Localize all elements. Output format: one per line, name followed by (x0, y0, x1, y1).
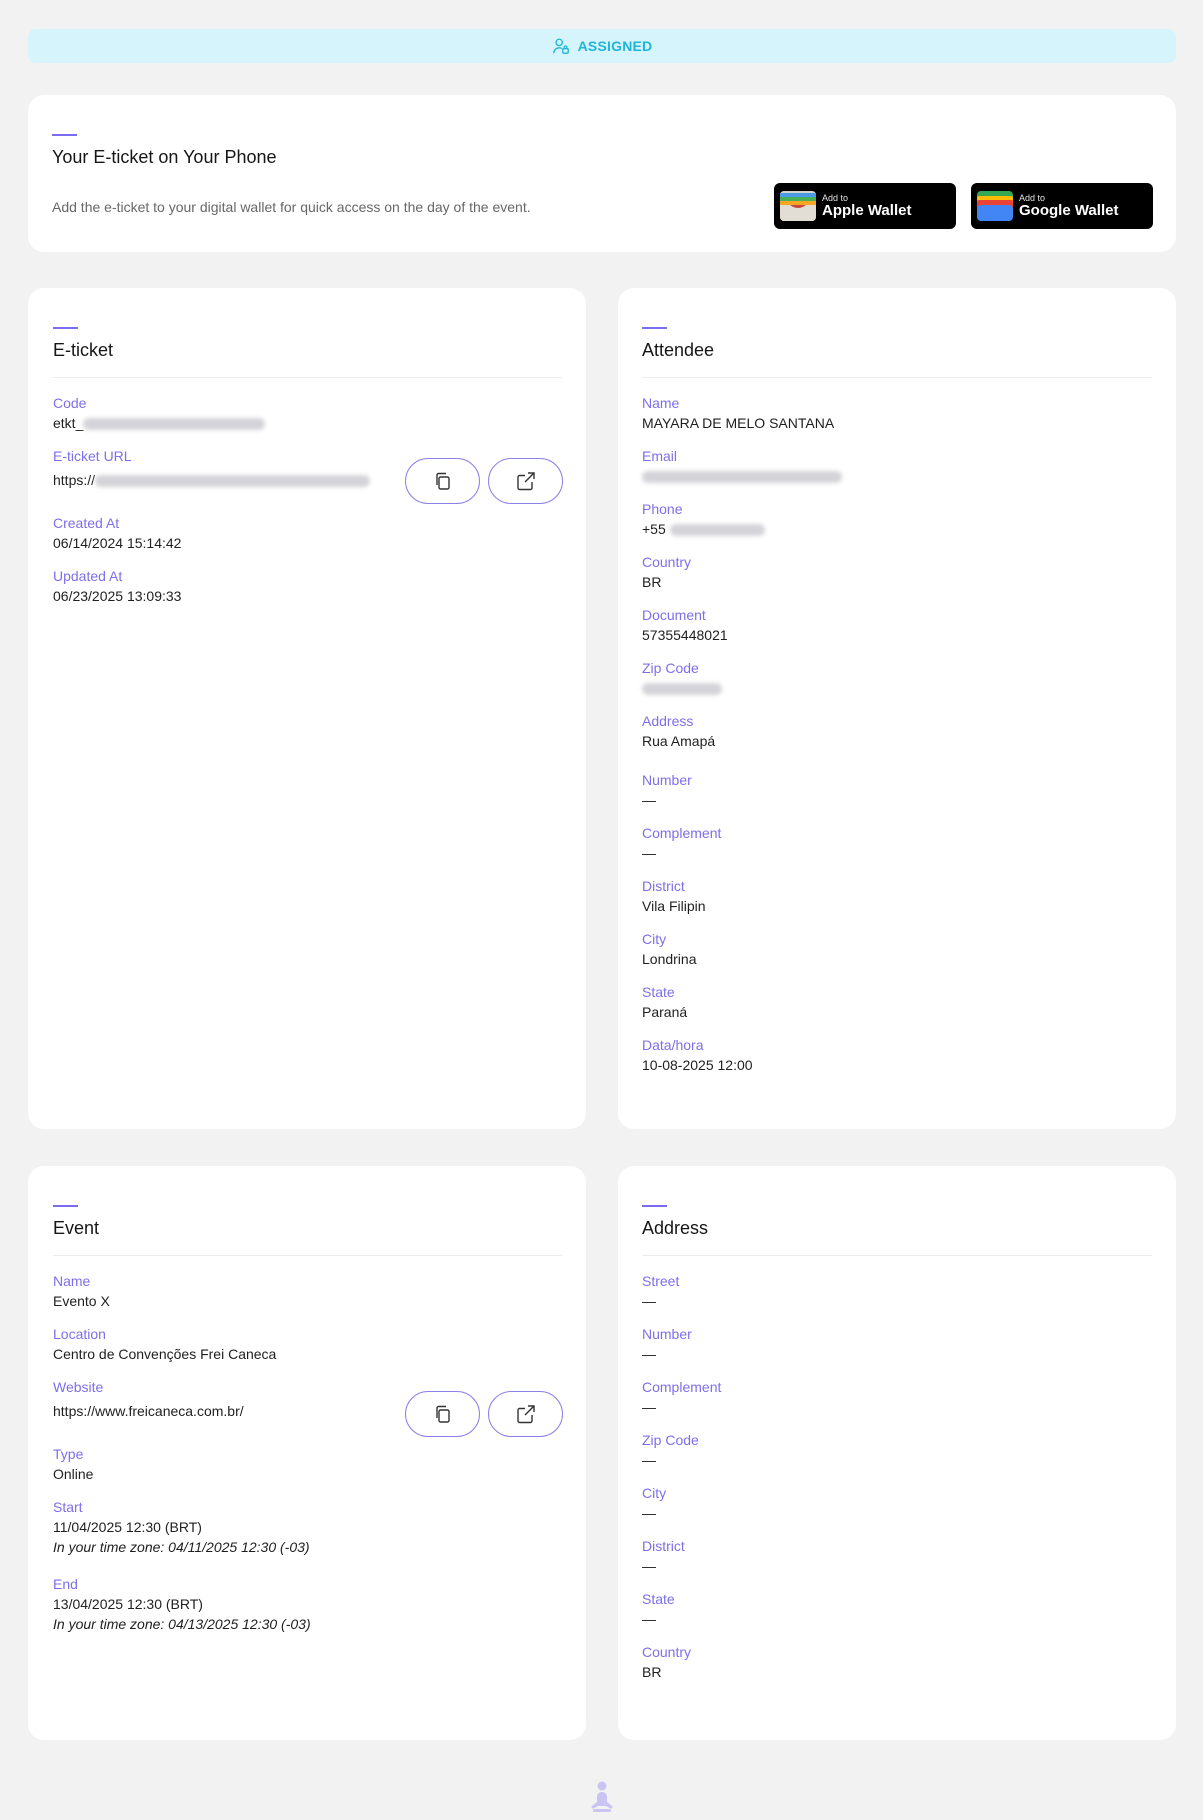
url-actions (405, 458, 563, 504)
field-value: MAYARA DE MELO SANTANA (642, 415, 835, 431)
event-card (28, 1166, 586, 1740)
field-value: BR (642, 574, 662, 590)
attendee-field (642, 983, 1152, 1022)
address-card (618, 1166, 1176, 1740)
divider (642, 377, 1152, 378)
field-value: Evento X (53, 1293, 110, 1309)
field-label: City (642, 931, 667, 947)
field-value: — (642, 845, 656, 861)
attendee-field (642, 394, 1152, 433)
field-value (642, 678, 1152, 698)
created-field (53, 514, 562, 553)
address-field (642, 1537, 1152, 1576)
field-value: 10-08-2025 12:00 (642, 1057, 753, 1073)
address-field (642, 1325, 1152, 1364)
url-label: E-ticket URL (53, 448, 132, 464)
field-value: — (642, 1346, 656, 1362)
wallet-title: Your E-ticket on Your Phone (52, 147, 277, 167)
field-label: Complement (642, 1379, 722, 1395)
field-label: Zip Code (642, 1432, 699, 1448)
redacted-email (642, 471, 842, 483)
field-value: Londrina (642, 951, 697, 967)
field-label: State (642, 984, 675, 1000)
field-label: Location (53, 1326, 106, 1342)
address-field (642, 1272, 1152, 1311)
field-value: — (642, 1505, 656, 1521)
attendee-field (642, 500, 1152, 539)
redacted-zip (642, 683, 722, 695)
timezone-note: In your time zone: 04/13/2025 12:30 (-03) (53, 1616, 311, 1632)
field-label: Country (642, 1644, 692, 1660)
field-value: 13/04/2025 12:30 (BRT) (53, 1596, 203, 1612)
divider (53, 1255, 562, 1256)
accent-line (52, 134, 77, 136)
field-label: Complement (642, 825, 722, 841)
field-value: Online (53, 1466, 94, 1482)
field-label: Name (642, 395, 680, 411)
attendee-field (642, 659, 1152, 698)
attendee-field (642, 606, 1152, 645)
field-value: 11/04/2025 12:30 (BRT) (53, 1519, 202, 1535)
field-label: Phone (642, 501, 683, 517)
updated-field (53, 567, 562, 606)
open-website-button[interactable] (488, 1391, 563, 1437)
attendee-field (642, 930, 1152, 969)
attendee-field (642, 824, 1152, 863)
eticket-title: E-ticket (53, 340, 114, 360)
apple-wallet-small: Add to (822, 193, 849, 203)
status-label: ASSIGNED (577, 38, 653, 54)
field-label: Country (642, 554, 692, 570)
google-wallet-label: Google Wallet (1019, 202, 1119, 219)
event-start-field (53, 1498, 562, 1557)
code-prefix: etkt_ (53, 415, 84, 431)
field-value (642, 519, 1152, 539)
attendee-field (642, 877, 1152, 916)
apple-wallet-button[interactable] (774, 183, 956, 229)
field-value: 57355448021 (642, 627, 728, 643)
status-badge (28, 29, 1176, 63)
field-value: — (642, 792, 656, 808)
updated-value: 06/23/2025 13:09:33 (53, 588, 182, 604)
field-label: City (642, 1485, 667, 1501)
attendee-field (642, 553, 1152, 592)
eticket-card (28, 288, 586, 1129)
apple-wallet-label: Apple Wallet (822, 202, 912, 219)
field-label: Document (642, 607, 706, 623)
event-name-field (53, 1272, 562, 1311)
code-label: Code (53, 395, 87, 411)
google-wallet-icon (977, 191, 1013, 221)
field-value (642, 466, 1152, 486)
field-value: — (642, 1611, 656, 1627)
address-title: Address (642, 1218, 709, 1238)
google-wallet-small: Add to (1019, 193, 1046, 203)
redacted-code (83, 418, 265, 430)
external-link-icon (515, 470, 537, 492)
website-actions (405, 1391, 563, 1437)
apple-wallet-icon (780, 191, 816, 221)
phone-prefix: +55 (642, 521, 666, 537)
field-label: Street (642, 1273, 680, 1289)
footer-logo (590, 1780, 614, 1814)
field-label: Data/hora (642, 1037, 704, 1053)
attendee-field (642, 771, 1152, 810)
address-field (642, 1590, 1152, 1629)
user-lock-icon (552, 37, 570, 55)
copy-icon (433, 1404, 453, 1424)
field-value: BR (642, 1664, 662, 1680)
redacted-url (95, 475, 370, 487)
field-label: District (642, 878, 685, 894)
accent-line (642, 1205, 667, 1207)
wallet-description: Add the e-ticket to your digital wallet for quick access on the day of the event. (52, 199, 531, 215)
accent-line (642, 327, 667, 329)
external-link-icon (515, 1403, 537, 1425)
meditation-logo-icon (590, 1780, 614, 1814)
accent-line (53, 327, 78, 329)
copy-website-button[interactable] (405, 1391, 480, 1437)
copy-icon (433, 471, 453, 491)
redacted-phone (670, 524, 765, 536)
field-value: Vila Filipin (642, 898, 706, 914)
event-title: Event (53, 1218, 100, 1238)
field-label: Website (53, 1379, 104, 1395)
created-value: 06/14/2024 15:14:42 (53, 535, 182, 551)
field-label: End (53, 1576, 78, 1592)
field-value: — (642, 1452, 656, 1468)
field-label: Number (642, 1326, 692, 1342)
created-label: Created At (53, 515, 120, 531)
attendee-card (618, 288, 1176, 1129)
open-url-button[interactable] (488, 458, 563, 504)
timezone-note: In your time zone: 04/11/2025 12:30 (-03) (53, 1539, 310, 1555)
google-wallet-button[interactable] (971, 183, 1153, 229)
field-label: Zip Code (642, 660, 699, 676)
field-value: — (642, 1558, 656, 1574)
copy-url-button[interactable] (405, 458, 480, 504)
url-prefix: https:// (53, 472, 96, 488)
attendee-field (642, 712, 1152, 751)
address-field (642, 1484, 1152, 1523)
divider (53, 377, 562, 378)
field-value: Paraná (642, 1004, 688, 1020)
attendee-field (642, 1036, 1152, 1075)
field-label: Type (53, 1446, 84, 1462)
event-location-field (53, 1325, 562, 1364)
event-end-field (53, 1575, 562, 1634)
accent-line (53, 1205, 78, 1207)
updated-label: Updated At (53, 568, 123, 584)
field-label: Address (642, 713, 694, 729)
code-field (53, 394, 562, 433)
wallet-card (28, 95, 1176, 252)
field-label: Email (642, 448, 678, 464)
divider (642, 1255, 1152, 1256)
field-value: — (642, 1399, 656, 1415)
attendee-title: Attendee (642, 340, 715, 360)
field-label: Name (53, 1273, 91, 1289)
field-value: Rua Amapá (642, 733, 716, 749)
field-label: Start (53, 1499, 83, 1515)
event-type-field (53, 1445, 562, 1484)
field-value: — (642, 1293, 656, 1309)
code-value (53, 413, 562, 433)
website-link[interactable]: https://www.freicaneca.com.br/ (53, 1403, 244, 1419)
attendee-field (642, 447, 1152, 486)
field-value: Centro de Convenções Frei Caneca (53, 1346, 277, 1362)
field-label: District (642, 1538, 685, 1554)
address-field (642, 1643, 1152, 1682)
field-label: Number (642, 772, 692, 788)
address-field (642, 1431, 1152, 1470)
address-field (642, 1378, 1152, 1417)
field-label: State (642, 1591, 675, 1607)
